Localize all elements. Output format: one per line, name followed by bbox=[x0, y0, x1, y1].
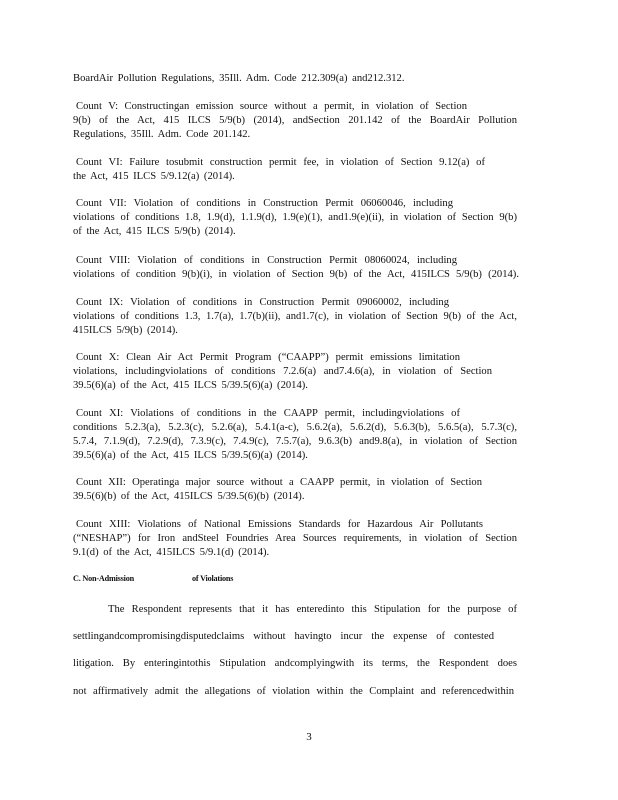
count-xi-line-4: 39.5(6)(a) of the Act, 415 ILCS 5/39.5(6)(a) (2014). bbox=[73, 450, 308, 461]
paragraph-line-2: settlingandcompromisingdisputedclaims without havingto incur the expense of contested bbox=[73, 631, 494, 642]
section-letter: C. bbox=[73, 574, 81, 583]
count-x-line-1: Count X: Clean Air Act Permit Program (“CAAPP”) permit emissions limitation bbox=[76, 352, 460, 363]
count-xiii-line-2: (“NESHAP”) for Iron andSteel Foundries Area Sources requirements, in violation of Section bbox=[73, 533, 517, 544]
count-vii-line-2: violations of conditions 1.8, 1.9(d), 1.1.9(d), 1.9(e)(1), and1.9(e)(ii), in violation of Section 9(b) bbox=[73, 212, 517, 223]
section-title-part-2: of Violations bbox=[191, 574, 234, 583]
count-v-line-2: 9(b) of the Act, 415 ILCS 5/9(b) (2014), andSection 201.142 of the BoardAir Pollution bbox=[73, 115, 517, 126]
count-xi-line-1: Count XI: Violations of conditions in the CAAPP permit, includingviolations of bbox=[76, 408, 460, 419]
count-vii-line-3: of the Act, 415 ILCS 5/9(b) (2014). bbox=[73, 226, 236, 237]
count-v-line-1: Count V: Constructingan emission source without a permit, in violation of Section bbox=[76, 101, 467, 112]
count-v-line-3: Regulations, 35Ill. Adm. Code 201.142. bbox=[73, 129, 251, 140]
paragraph-line-4: not affirmatively admit the allegations of violation within the Complaint and referencedwithin bbox=[73, 686, 514, 697]
count-xiii-line-1: Count XIII: Violations of National Emissions Standards for Hazardous Air Pollutants bbox=[76, 519, 483, 530]
count-xii-line-2: 39.5(6)(b) of the Act, 415ILCS 5/39.5(6)(b) (2014). bbox=[73, 491, 305, 502]
count-xii-line-1: Count XII: Operatinga major source without a CAAPP permit, in violation of Section bbox=[76, 477, 482, 488]
section-heading bbox=[73, 574, 233, 583]
intro-line: BoardAir Pollution Regulations, 35Ill. Adm. Code 212.309(a) and212.312. bbox=[73, 73, 405, 84]
count-xiii-line-3: 9.1(d) of the Act, 415ILCS 5/9.1(d) (2014). bbox=[73, 547, 270, 558]
count-vi-line-1: Count VI: Failure tosubmit construction permit fee, in violation of Section 9.12(a) of bbox=[76, 157, 485, 168]
paragraph-line-3: litigation. By enteringintothis Stipulation andcomplyingwith its terms, the Respondent does bbox=[73, 658, 517, 669]
section-title-part-1: Non-Admission bbox=[82, 574, 134, 583]
count-ix-line-3: 415ILCS 5/9(b) (2014). bbox=[73, 325, 178, 336]
count-xi-line-3: 5.7.4, 7.1.9(d), 7.2.9(d), 7.3.9(c), 7.4.9(c), 7.5.7(a), 9.6.3(b) and9.8(a), in violation of Section bbox=[73, 436, 517, 447]
count-ix-line-1: Count IX: Violation of conditions in Construction Permit 09060002, including bbox=[76, 297, 449, 308]
count-vii-line-1: Count VII: Violation of conditions in Construction Permit 06060046, including bbox=[76, 198, 453, 209]
count-x-line-2: violations, includingviolations of conditions 7.2.6(a) and7.4.6(a), in violation of Section bbox=[73, 366, 492, 377]
paragraph-line-1: The Respondent represents that it has enteredinto this Stipulation for the purpose of bbox=[108, 604, 517, 615]
count-ix-line-2: violations of conditions 1.3, 1.7(a), 1.7(b)(ii), and1.7(c), in violation of Section 9(b) of the Act, bbox=[73, 311, 517, 322]
count-viii-line-1: Count VIII: Violation of conditions in Construction Permit 08060024, including bbox=[76, 255, 457, 266]
page-number: 3 bbox=[306, 731, 312, 743]
count-vi-line-2: the Act, 415 ILCS 5/9.12(a) (2014). bbox=[73, 171, 235, 182]
count-viii-line-2: violations of condition 9(b)(i), in violation of Section 9(b) of the Act, 415ILCS 5/9(b) (2014). bbox=[73, 269, 519, 280]
count-x-line-3: 39.5(6)(a) of the Act, 415 ILCS 5/39.5(6)(a) (2014). bbox=[73, 380, 308, 391]
count-xi-line-2: conditions 5.2.3(a), 5.2.3(c), 5.2.6(a), 5.4.1(a-c), 5.6.2(a), 5.6.2(d), 5.6.3(b), 5.6.5(a), 5.7.3(c), bbox=[73, 422, 517, 433]
